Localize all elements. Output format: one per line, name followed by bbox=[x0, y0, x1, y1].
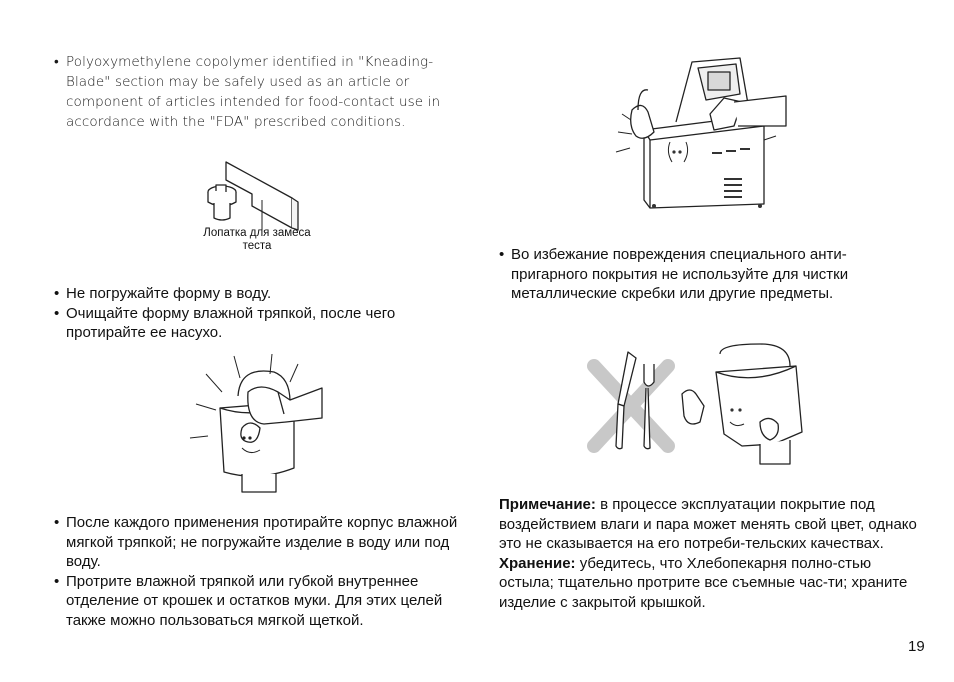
note-label: Примечание: bbox=[499, 496, 596, 513]
pan-wiping-illustration bbox=[186, 352, 326, 502]
breadmaker-wiping-illustration bbox=[614, 56, 786, 208]
page-number: 19 bbox=[908, 638, 925, 655]
note-and-storage bbox=[499, 495, 919, 612]
storage-text: убедитесь, что Хлебопекарня полно-стью остыла; тщательно протрите все съемные час-ти; храните изделие с закрытой крышкой. bbox=[499, 554, 908, 611]
pan-care-bullets bbox=[54, 284, 474, 343]
note-text: в процессе эксплуатации покрытие под воздействием влаги и пара может менять свой цвет, однако это не сказывается на его потреби-тельских качествах. bbox=[499, 496, 917, 552]
list-item-text: Во избежание повреждения специального анти-пригарного покрытия не используйте для чистки металлические скребки или другие предметы. bbox=[511, 246, 849, 302]
list-item bbox=[54, 284, 474, 304]
fda-note bbox=[54, 52, 474, 132]
fda-note-text: Polyoxymethylene copolymer identified in "Kneading-Blade" section may be safely used as an article or component of articles intended for food-contact use in accordance with the "FDA" prescribed conditions. bbox=[66, 54, 441, 130]
caption-line-1: Лопатка для замеса bbox=[203, 227, 311, 239]
kneading-blade-illustration bbox=[200, 158, 310, 233]
note-paragraph bbox=[499, 495, 919, 554]
bullet: • bbox=[54, 514, 60, 531]
coating-care-bullet bbox=[499, 245, 919, 304]
list-item-text: После каждого применения протирайте корпус влажной мягкой тряпкой; не погружайте изделие в воду или под воду. bbox=[66, 514, 458, 570]
list-item-text: Не погружайте форму в воду. bbox=[66, 285, 272, 302]
bullet: • bbox=[54, 572, 60, 590]
bullet: • bbox=[54, 304, 60, 322]
list-item-text: Очищайте форму влажной тряпкой, после чего протирайте ее насухо. bbox=[66, 304, 396, 341]
kneading-blade-caption bbox=[182, 227, 332, 253]
list-item bbox=[54, 304, 474, 343]
caption-line-2: теста bbox=[242, 240, 272, 252]
fda-note-paragraph bbox=[54, 52, 474, 132]
storage-label: Хранение: bbox=[499, 554, 576, 572]
storage-paragraph bbox=[499, 554, 919, 613]
no-metal-utensils-illustration bbox=[584, 336, 810, 472]
list-item bbox=[54, 513, 474, 572]
list-item bbox=[499, 245, 919, 304]
list-item bbox=[54, 572, 474, 631]
list-item-text: Протрите влажной тряпкой или губкой внутреннее отделение от крошек и остатков муки. Для этих целей также можно пользоваться мягкой щеткой. bbox=[66, 572, 443, 629]
bullet: • bbox=[54, 285, 60, 302]
bullet: • bbox=[54, 54, 59, 70]
bullet: • bbox=[499, 246, 505, 263]
body-care-bullets bbox=[54, 513, 474, 630]
